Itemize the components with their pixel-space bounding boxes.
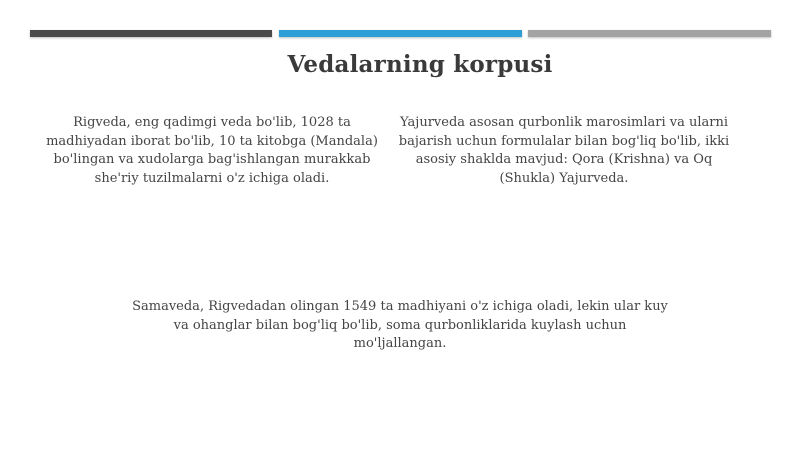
header-bar-accent <box>279 30 522 37</box>
paragraph-yajurveda: Yajurveda asosan qurbonlik marosimlari va ularni bajarish uchun formulalar bilan bog'liq bo'lib, ikki asosiy shaklda mavjud: Qora (Krishna) va Oq (Shukla) Yajurveda. <box>398 115 730 186</box>
paragraph-rigveda: Rigveda, eng qadimgi veda bo'lib, 1028 ta madhiyadan iborat bo'lib, 10 ta kitobga (Mandala) bo'lingan va xudolarga bag'ishlangan murakkab she'riy tuzilmalarni o'z ichiga oladi. <box>46 115 378 186</box>
header-bar-light <box>528 30 771 37</box>
paragraph-samaveda: Samaveda, Rigvedadan olingan 1549 ta madhiyani o'z ichiga oladi, lekin ular kuy va ohanglar bilan bog'liq bo'lib, soma qurbonliklarida kuylash uchun mo'ljallangan. <box>132 299 668 351</box>
slide-title: Vedalarning korpusi <box>287 51 553 78</box>
header-bar-dark <box>30 30 272 37</box>
